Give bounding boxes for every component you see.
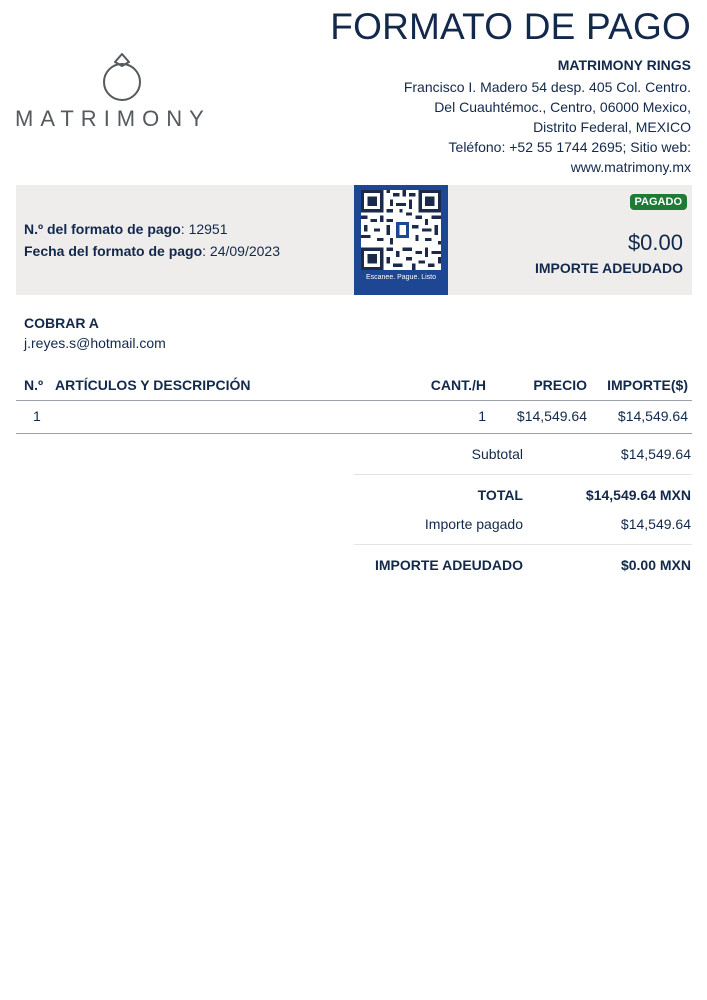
qr-code[interactable] xyxy=(354,185,448,295)
amount-due-label: IMPORTE ADEUDADO xyxy=(534,260,683,276)
balance-due-label: IMPORTE ADEUDADO xyxy=(374,557,523,573)
column-header-quantity: CANT./H xyxy=(430,377,486,393)
summary-divider xyxy=(354,474,692,475)
table-row-divider xyxy=(16,433,692,434)
column-header-price: PRECIO xyxy=(533,377,587,393)
ring-logo-icon xyxy=(99,50,145,104)
payment-date-label: Fecha del formato de pago xyxy=(24,243,203,259)
bill-to-heading: COBRAR A xyxy=(24,315,99,331)
status-badge: PAGADO xyxy=(630,194,687,210)
subtotal-label: Subtotal xyxy=(471,446,523,462)
qr-pattern-icon xyxy=(361,190,441,270)
qr-caption: Escanee. Pague. Listo xyxy=(365,274,437,281)
document-title: FORMATO DE PAGO xyxy=(330,6,691,47)
row-number: 1 xyxy=(33,408,41,424)
column-header-description: ARTÍCULOS Y DESCRIPCIÓN xyxy=(55,377,251,393)
bill-to-email: j.reyes.s@hotmail.com xyxy=(24,335,166,351)
column-header-amount: IMPORTE($) xyxy=(607,377,688,393)
payment-date xyxy=(24,243,280,259)
balance-due-value: $0.00 MXN xyxy=(620,557,691,573)
subtotal-value: $14,549.64 xyxy=(620,446,691,462)
column-header-number: N.º xyxy=(24,377,44,393)
row-price: $14,549.64 xyxy=(516,408,587,424)
summary-divider xyxy=(354,544,692,545)
total-label: TOTAL xyxy=(477,487,523,503)
row-amount: $14,549.64 xyxy=(617,408,688,424)
address-line: Teléfono: +52 55 1744 2695; Sitio web: xyxy=(448,139,691,155)
amount-due: $0.00 xyxy=(627,230,683,255)
payment-date-value: : 24/09/2023 xyxy=(202,243,280,259)
row-quantity: 1 xyxy=(478,408,486,424)
company-name: MATRIMONY RINGS xyxy=(557,57,691,73)
paid-label: Importe pagado xyxy=(424,516,523,532)
address-line: Distrito Federal, MEXICO xyxy=(533,119,691,135)
table-header-divider xyxy=(16,400,692,401)
address-line: Francisco I. Madero 54 desp. 405 Col. Centro. xyxy=(403,79,691,95)
total-value: $14,549.64 MXN xyxy=(585,487,691,503)
paid-value: $14,549.64 xyxy=(620,516,691,532)
address-line: www.matrimony.mx xyxy=(570,159,691,175)
payment-number xyxy=(24,221,228,237)
payment-number-value: : 12951 xyxy=(180,221,228,237)
payment-number-label: N.º del formato de pago xyxy=(24,221,181,237)
address-line: Del Cuauhtémoc., Centro, 06000 Mexico, xyxy=(434,99,691,115)
logo-wordmark: MATRIMONY xyxy=(15,106,211,131)
